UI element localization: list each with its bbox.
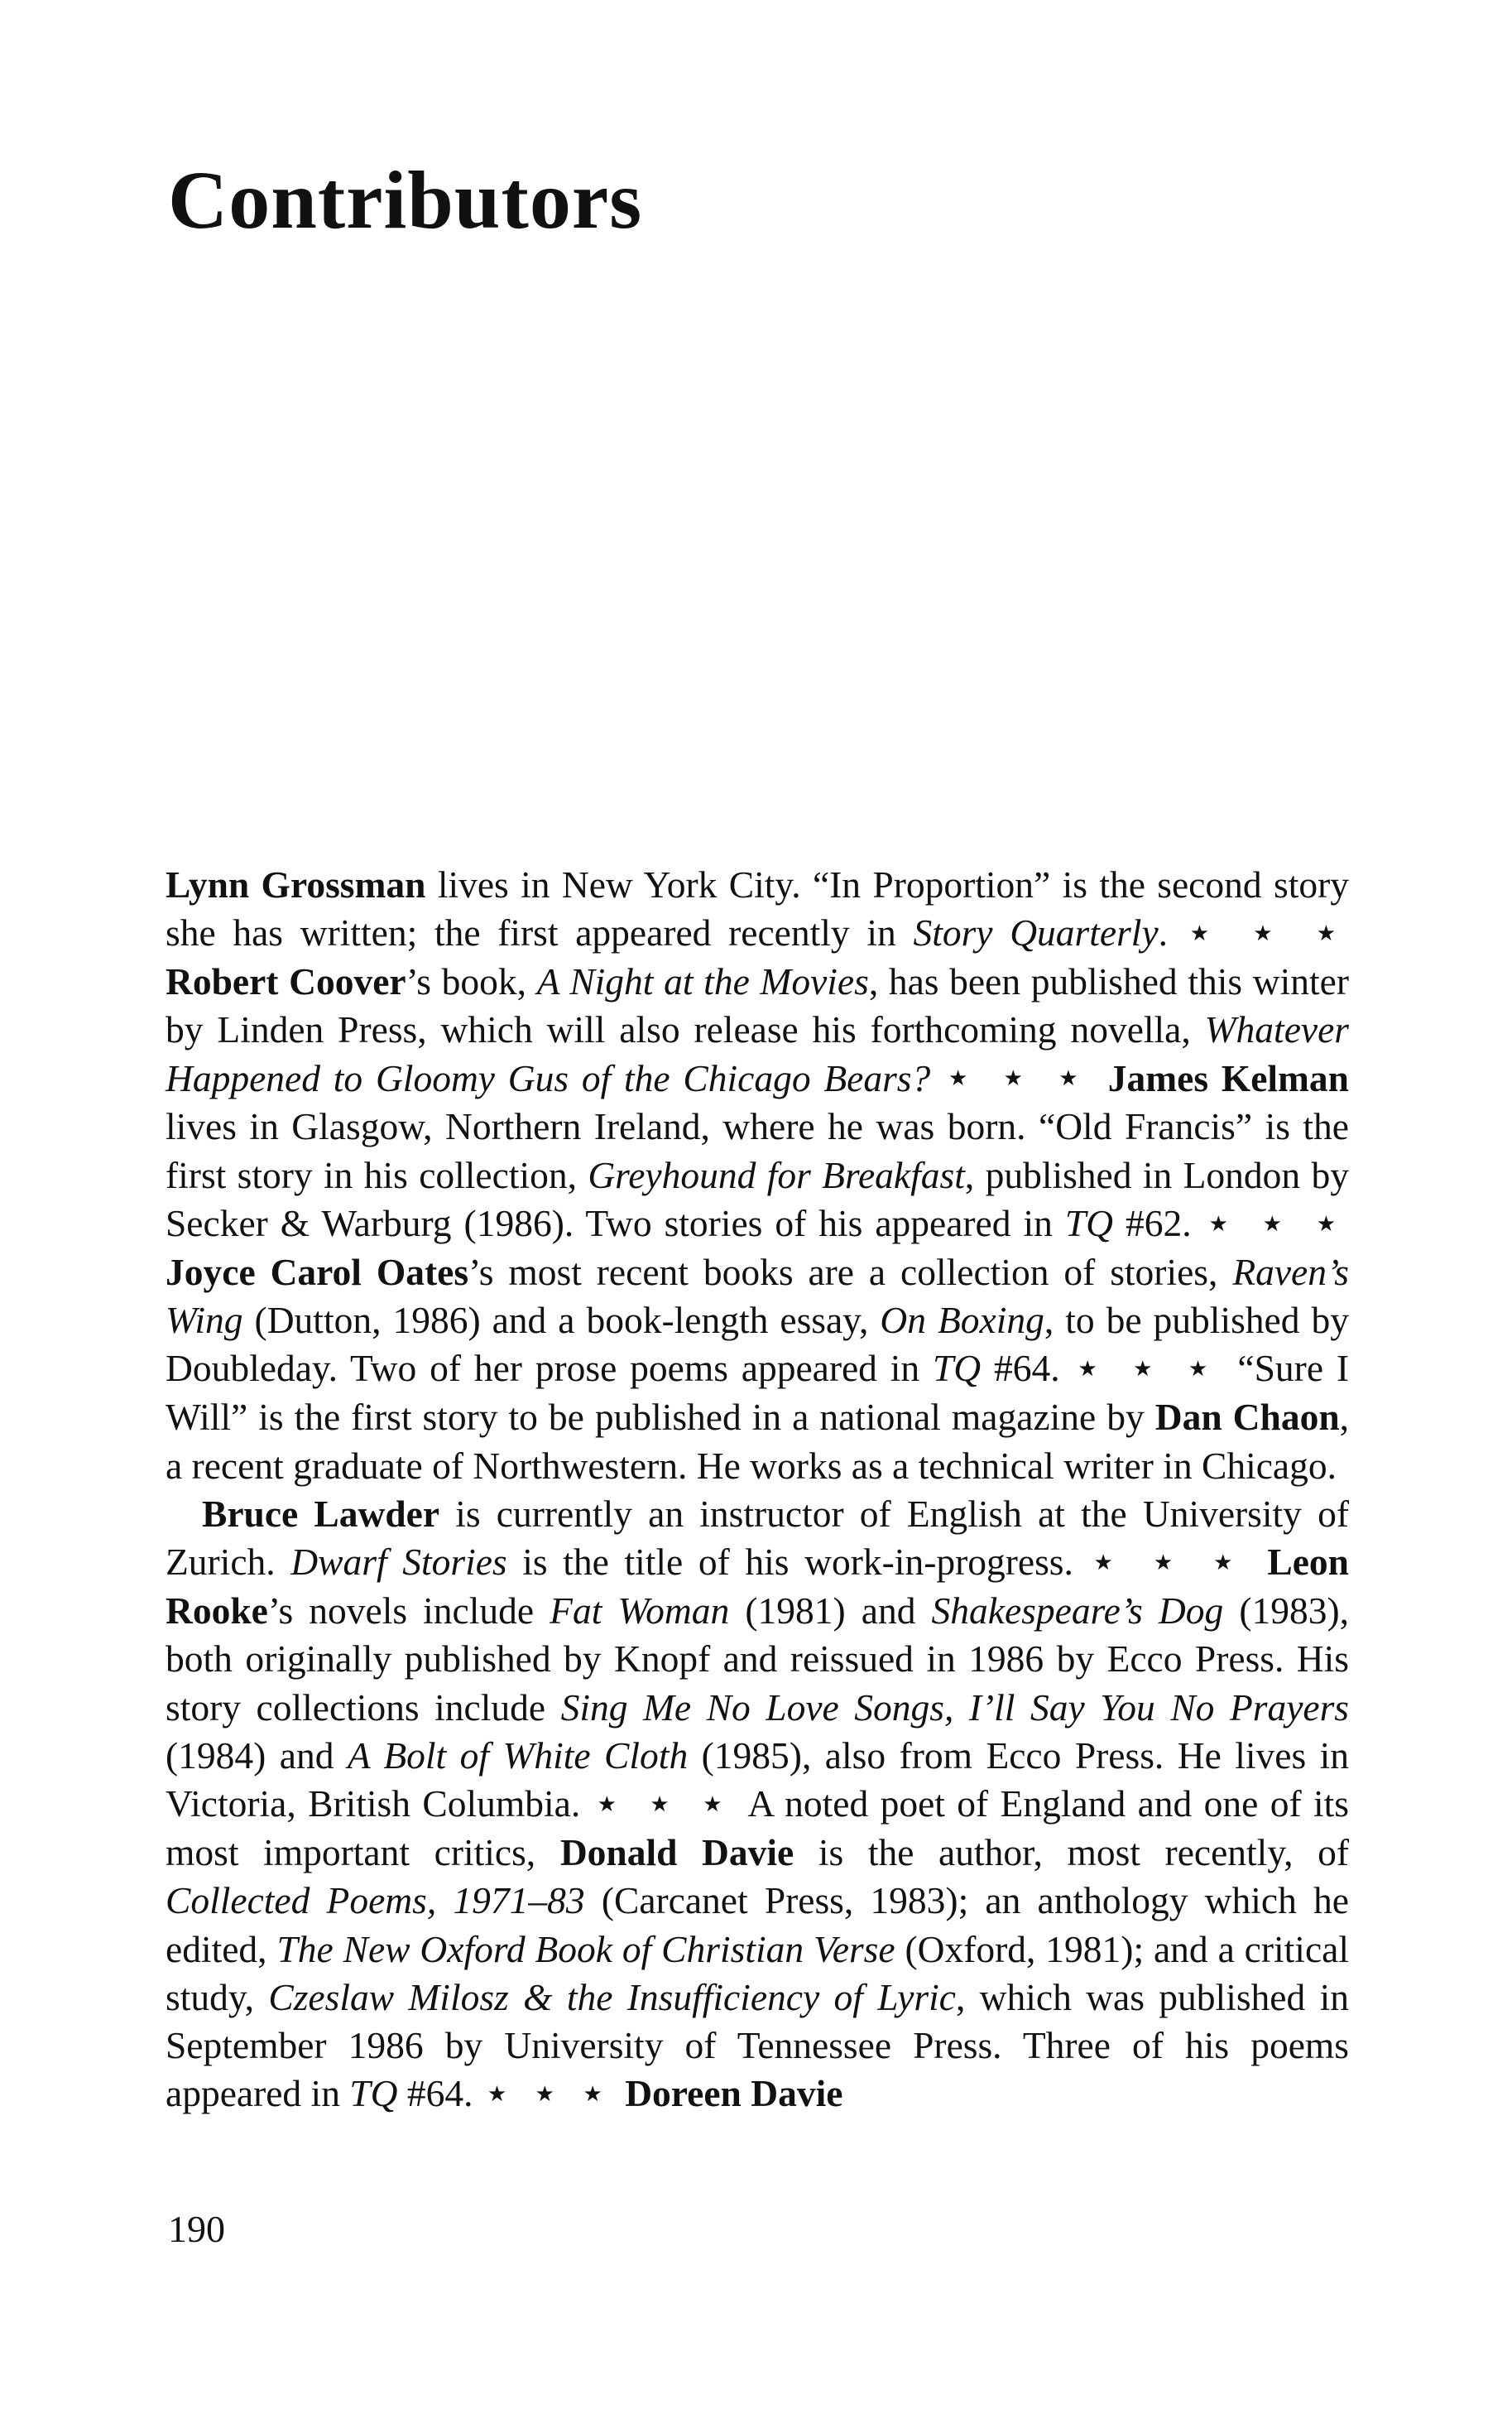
publication-title: Collected Poems, 1971–83 xyxy=(166,1879,585,1922)
bio-text: is currently an instructor of English at the University of Zurich. xyxy=(166,1492,1349,1584)
publication-title: On Boxing xyxy=(880,1299,1044,1342)
publication-title: Shakespeare’s Dog xyxy=(931,1589,1224,1632)
bio-text: (1983), both originally published by Knopf and reissued in 1986 by Ecco Press. His story collections include xyxy=(166,1589,1349,1729)
star-separator-icon: ★ ★ ★ xyxy=(1078,1356,1223,1381)
contributors-paragraph xyxy=(166,1490,1349,2118)
star-separator-icon: ★ ★ ★ xyxy=(1208,1211,1347,1236)
bio-text: #64. xyxy=(397,2072,482,2115)
publication-title: Greyhound for Breakfast xyxy=(588,1153,965,1196)
bio-text: ’s book, xyxy=(406,960,537,1003)
publication-title: Sing Me No Love Songs, I’ll Say You No Prayers xyxy=(560,1685,1349,1729)
publication-title: Dwarf Stories xyxy=(290,1541,507,1584)
publication-title: The New Oxford Book of Christian Verse xyxy=(276,1927,895,1970)
publication-title: TQ xyxy=(349,2072,398,2115)
bio-text: ’s most recent books are a collection of stories, xyxy=(468,1250,1233,1293)
contributor-name: Dan Chaon xyxy=(1154,1396,1340,1439)
bio-text: lives in New York City. “In Proportion” is the second story she has written; the first appeared recently in xyxy=(166,863,1349,954)
contributor-name: James Kelman xyxy=(1094,1056,1349,1099)
publication-title: Fat Woman xyxy=(550,1589,730,1632)
bio-text: (Oxford, 1981); and a critical study, xyxy=(166,1927,1349,2018)
contributor-name: Bruce Lawder xyxy=(202,1492,440,1535)
star-separator-icon: ★ ★ ★ xyxy=(1189,921,1347,945)
publication-title: A Bolt of White Cloth xyxy=(347,1733,689,1777)
publication-title: A Night at the Movies xyxy=(536,960,869,1003)
contributor-name: Doreen Davie xyxy=(615,2072,843,2115)
bio-text xyxy=(930,1057,943,1099)
star-separator-icon: ★ ★ ★ xyxy=(487,2081,614,2106)
contributor-name: Lynn Grossman xyxy=(166,863,426,906)
bio-text: (Dutton, 1986) and a book-length essay, xyxy=(242,1299,881,1342)
star-separator-icon: ★ ★ ★ xyxy=(1093,1550,1250,1575)
bio-text: . xyxy=(1158,911,1185,954)
bio-text: (Carcanet Press, 1983); an anthology which he edited, xyxy=(166,1879,1349,1970)
bio-text: lives in Glasgow, Northern Ireland, where he was born. “Old Francis” is the first story in his collection, xyxy=(166,1105,1349,1196)
publication-title: TQ xyxy=(1064,1202,1114,1245)
bio-text: A noted poet of England and one of its most important critics, xyxy=(166,1782,1349,1873)
bio-text: ’s novels include xyxy=(267,1589,550,1632)
publication-title: Whatever Happened to Gloomy Gus of the Chicago Bears? xyxy=(166,1008,1349,1099)
bio-text: , published in London by Secker & Warburg (1986). Two stories of his appeared in xyxy=(166,1153,1349,1245)
bio-text: #64. xyxy=(981,1347,1073,1390)
bio-text: (1981) and xyxy=(729,1589,932,1632)
page-number: 190 xyxy=(168,2208,225,2250)
star-separator-icon: ★ ★ ★ xyxy=(948,1066,1093,1091)
bio-text: , has been published this winter by Linden Press, which will also release his forthcoming novella, xyxy=(166,960,1349,1051)
publication-title: Czeslaw Milosz & the Insufficiency of Lyric xyxy=(268,1975,956,2018)
bio-text: is the author, most recently, of xyxy=(794,1830,1350,1873)
bio-text: #62. xyxy=(1113,1202,1204,1245)
contributor-name: Robert Coover xyxy=(166,960,406,1003)
contributor-name: Joyce Carol Oates xyxy=(166,1250,469,1293)
contributors-text xyxy=(166,861,1349,2118)
bio-text: is the title of his work-in-progress. xyxy=(506,1541,1089,1584)
contributors-paragraph xyxy=(166,861,1349,1490)
contributor-name: Donald Davie xyxy=(559,1830,794,1873)
bio-text: (1985), also from Ecco Press. He lives in Victoria, British Columbia. xyxy=(166,1733,1350,1825)
bio-text: , a recent graduate of Northwestern. He works as a technical writer in Chicago. xyxy=(166,1396,1349,1487)
bio-text: (1984) and xyxy=(166,1733,348,1777)
publication-title: Raven’s Wing xyxy=(166,1250,1349,1342)
publication-title: Story Quarterly xyxy=(913,911,1159,954)
page-title: Contributors xyxy=(168,154,643,246)
contributor-name: Leon Rooke xyxy=(166,1541,1349,1632)
star-separator-icon: ★ ★ ★ xyxy=(597,1791,737,1816)
bio-text: , which was published in September 1986 by University of Tennessee Press. Three of his poems appeared in xyxy=(166,1975,1349,2115)
publication-title: TQ xyxy=(932,1347,982,1390)
bio-text: , to be published by Doubleday. Two of her prose poems appeared in xyxy=(166,1299,1349,1390)
bio-text: “Sure I Will” is the first story to be published in a national magazine by xyxy=(166,1347,1350,1439)
